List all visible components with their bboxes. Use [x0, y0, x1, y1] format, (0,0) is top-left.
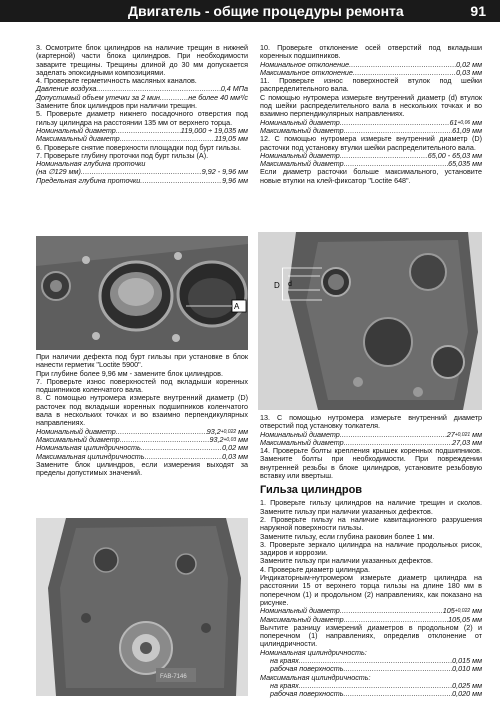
- paragraph: 1. Проверьте гильзу цилиндров на наличие трещин и сколов. Замените гильзу при наличии указанных дефектов.: [260, 498, 482, 516]
- paragraph: 5. Проверьте диаметр нижнего посадочного отверстия под гильзу цилиндра на расстоянии 135 мм от верхнего торца.: [36, 109, 248, 127]
- spec-row: рабочая поверхность ..... 0,010 мм: [260, 665, 482, 673]
- left-column-bottom: [36, 353, 248, 477]
- spec-row: Номинальное отклонение ..... 0,02 мм: [260, 61, 482, 69]
- spec-row: рабочая поверхность ..... 0,020 мм: [260, 690, 482, 698]
- section-title: Гильза цилиндров: [260, 484, 363, 497]
- left-column-top: [36, 44, 248, 185]
- paragraph: Замените гильзу при наличии указанных дефектов.: [260, 556, 433, 566]
- spec-row: Номинальный диаметр ..... 61 +0,06 мм: [260, 119, 482, 127]
- spec-row: на краях ..... 0,025 мм: [260, 682, 482, 690]
- block-front-photo: [36, 518, 248, 696]
- paragraph: Вычтите разницу измерений диаметров в продольном (2) и поперечном (1) направлениях, определив отклонение от цилиндричности.: [260, 622, 482, 649]
- spec-row: Максимальный диаметр ..... 105,05 мм: [260, 616, 482, 624]
- paragraph: Индикаторным-нутромером измерьте диаметр цилиндра на расстоянии 15 от верхнего торца гильзы на длине 180 мм в поперечном (1) и продольном (2) направлениях, как показано на рисунке.: [260, 573, 482, 607]
- paragraph: 14. Проверьте болты крепления крышек коренных подшипников. Замените болты при необходимости. При повреждении внутренней резьбы в блоке цилиндров, установите резьбовую вставку или ввертыш.: [260, 446, 482, 481]
- cylinder-block-photo: [36, 236, 248, 350]
- paragraph: С помощью нутромера измерьте внутренний диаметр (d) втулок под шейки распределительного вала в нескольких точках и во взаимно перпендикулярных направлениях.: [260, 92, 482, 119]
- spec-row: Предельная глубина проточки ..... 9,96 мм: [36, 177, 248, 185]
- camshaft-bore-photo: [258, 232, 482, 410]
- paragraph: Замените гильзу, если глубина раковин более 1 мм.: [260, 531, 435, 541]
- right-column-bottom: [260, 414, 482, 699]
- spec-row: Номинальный диаметр ..... 27 +0,021 мм: [260, 431, 482, 439]
- spec-heading: Максимальная цилиндричность:: [260, 672, 371, 682]
- paragraph: При наличии дефекта под бурт гильзы при установке в блок нанести герметик "Loctite 5900".: [36, 352, 248, 370]
- cylinder-block-image: [36, 236, 248, 350]
- label-D: D: [274, 281, 280, 290]
- spec-row: Максимальный диаметр ..... 65,035 мм: [260, 160, 482, 168]
- spec-row: Номинальный диаметр ..... 93,2 +0,022 мм: [36, 428, 248, 436]
- block-front-image: [36, 518, 248, 696]
- paragraph: При глубине более 9,96 мм - замените блок цилиндров.: [36, 368, 223, 378]
- spec-row: на краях ..... 0,015 мм: [260, 657, 482, 665]
- spec-row: Максимальная цилиндричность ..... 0,03 мм: [36, 453, 248, 461]
- page-header: [0, 0, 500, 22]
- spec-row: Допустимый объем утечки за 2 мин ..... не более 40 мм³/с: [36, 94, 248, 102]
- paragraph: 2. Проверьте гильзу на наличие кавитационного разрушения наружной поверхности гильзы.: [260, 514, 482, 533]
- spec-row: Номинальный диаметр ..... 119,000 ÷ 19,035 мм: [36, 127, 248, 135]
- paragraph: 12. С помощью нутромера измерьте внутренний диаметр (D) расточки под установку втулки шейки распределительного вала.: [260, 134, 482, 152]
- paragraph: 3. Проверьте зеркало цилиндра на наличие продольных рисок, задиров и коррозии.: [260, 539, 482, 558]
- paragraph: 7. Проверьте глубину проточки под бурт гильзы (А).: [36, 150, 209, 160]
- spec-row: Номинальный диаметр ..... 65,00 - 65,03 мм: [260, 152, 482, 160]
- paragraph: 6. Проверьте снятие поверхности площадки под бурт гильзы.: [36, 142, 242, 152]
- label-A: A: [234, 302, 240, 311]
- paragraph: 4. Проверьте герметичность масляных каналов.: [36, 76, 197, 86]
- spec-row: Номинальная глубина проточки: [36, 159, 146, 169]
- spec-row: Номинальная цилиндричность ..... 0,02 мм: [36, 444, 248, 452]
- spec-row: Максимальное отклонение ..... 0,03 мм: [260, 69, 482, 77]
- chapter-title: Двигатель - общие процедуры ремонта: [128, 3, 404, 19]
- page-number: 91: [470, 3, 486, 19]
- paragraph: 13. С помощью нутромера измерьте внутренний диаметр отверстий под установку толкателя.: [260, 413, 482, 431]
- stamp-text: FAB-7146: [160, 674, 187, 680]
- camshaft-bore-image: [258, 232, 482, 410]
- paragraph: 8. С помощью нутромера измерьте внутренний диаметр (D) расточек под вкладыши коренных подшипников коленчатого вала в нескольких точках и во взаимно перпендикулярных направлениях.: [36, 393, 248, 428]
- paragraph: Замените блок цилиндров при наличии трещин.: [36, 101, 198, 111]
- spec-heading: Номинальная цилиндричность:: [260, 647, 367, 657]
- spec-row: Давление воздуха ..... 0,4 МПа: [36, 85, 248, 93]
- paragraph: 10. Проверьте отклонение осей отверстий под вкладыши коренных подшипников.: [260, 43, 482, 61]
- spec-row: Максимальный диаметр ..... 119,05 мм: [36, 135, 248, 143]
- spec-row: Максимальный диаметр ..... 93,2 +0,03 мм: [36, 436, 248, 444]
- paragraph: 4. Проверьте диаметр цилиндра.: [260, 564, 370, 574]
- label-d: d: [288, 281, 292, 288]
- spec-row: Максимальный диаметр ..... 27,03 мм: [260, 439, 482, 447]
- spec-row: Номинальный диаметр ..... 105 +0,022 мм: [260, 607, 482, 615]
- paragraph: Если диаметр расточки больше максимального, установите новые втулки на клей-фиксатор "Loctite 648".: [260, 167, 482, 185]
- paragraph: 11. Проверьте износ поверхностей втулок под шейки распределительного вала.: [260, 76, 482, 94]
- paragraph: 7. Проверьте износ поверхностей под вкладыши коренных подшипников коленчатого вала.: [36, 376, 248, 395]
- right-column-top: [260, 44, 482, 185]
- paragraph: 3. Осмотрите блок цилиндров на наличие трещин в нижней (картерной) части блока цилиндров. При необходимости заварите трещины. Трещины длиной до 30 мм допускается заделать эпоксидными композициями.: [36, 43, 248, 77]
- paragraph: Замените блок цилиндров, если измерения выходят за пределы допустимых значений.: [36, 459, 248, 478]
- spec-row: (на ∅129 мм) ..... 9,92 - 9,96 мм: [36, 168, 248, 176]
- spec-row: Максимальный диаметр ..... 61,09 мм: [260, 127, 482, 135]
